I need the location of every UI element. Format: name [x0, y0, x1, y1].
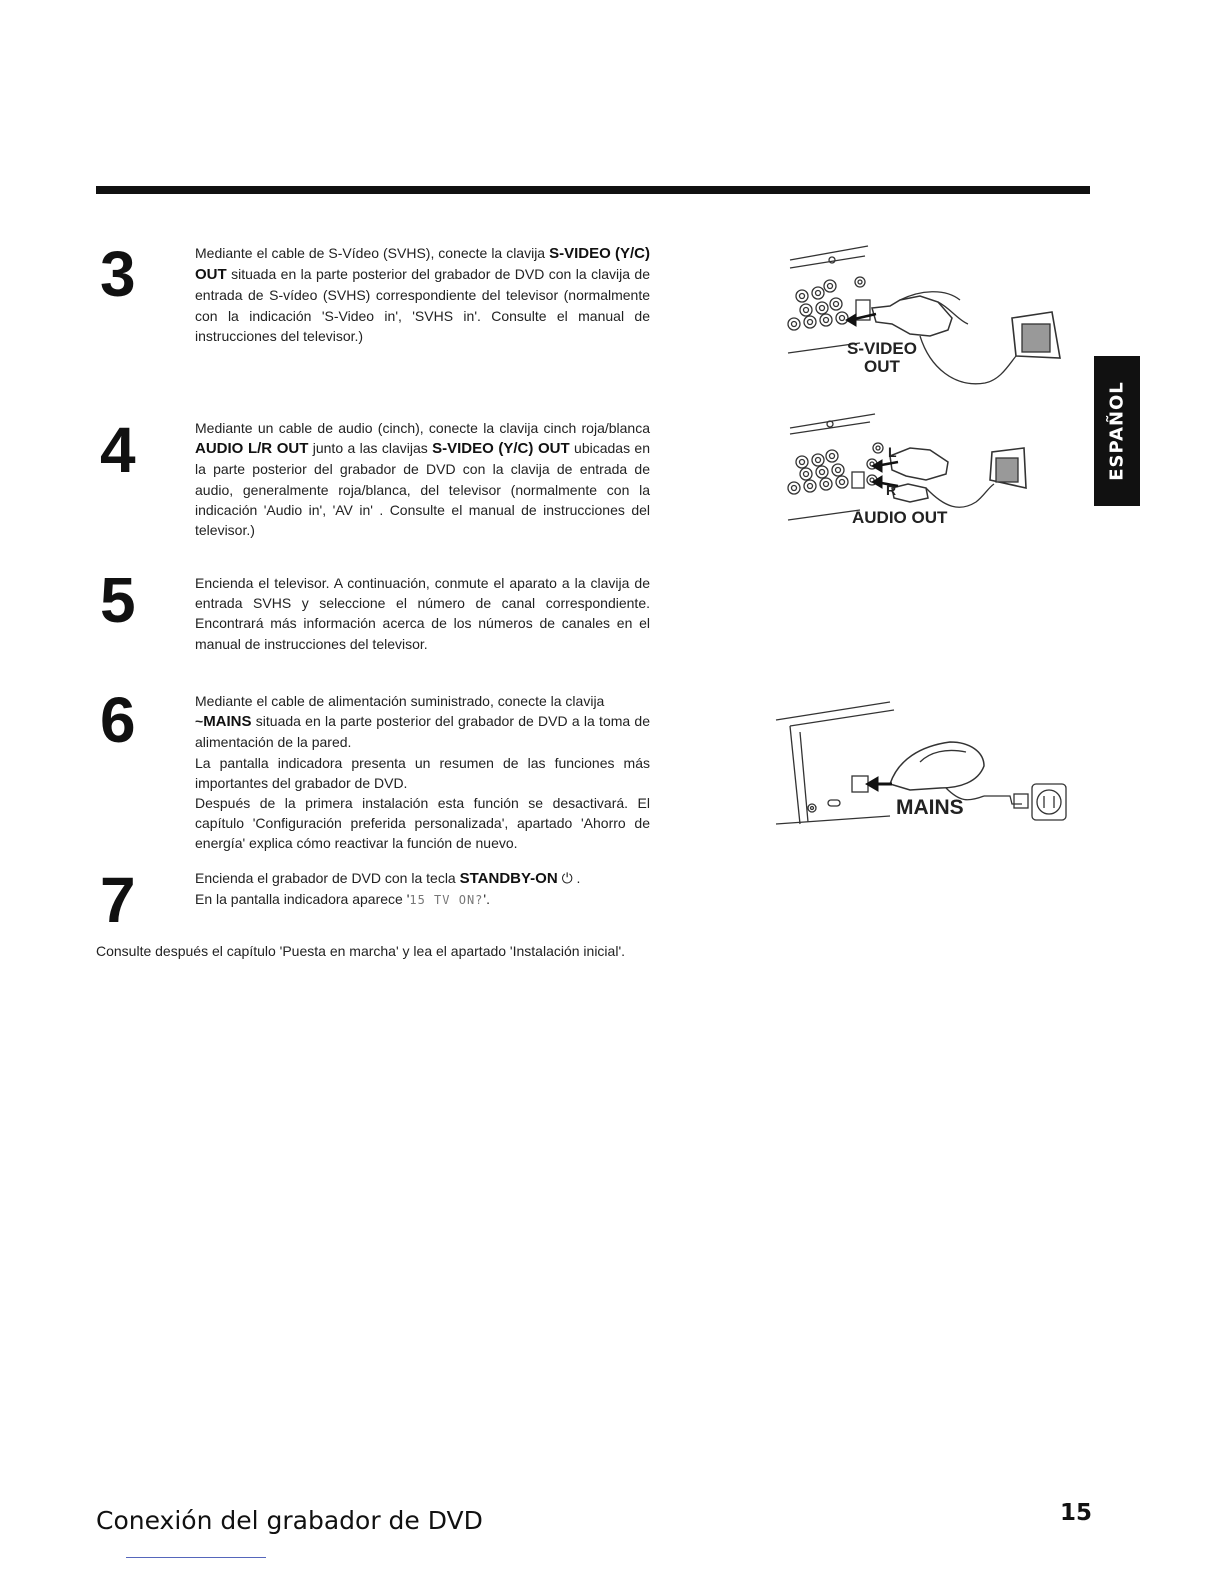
- step-6-paragraph-2: La pantalla indicadora presenta un resumen de las funciones más importantes del grabador de DVD.: [195, 754, 650, 791]
- language-tab-label: ESPAÑOL: [1106, 381, 1128, 481]
- step-number-4: 4: [100, 414, 136, 486]
- step-5-text: Encienda el televisor. A continuación, conmute el aparato a la clavija de entrada SVHS y seleccione el número de canal correspondiente. Encontrará más información acerca de los números de canales en el manual de instrucciones del televisor.: [195, 575, 650, 652]
- step-6-paragraph-3: Después de la primera instalación esta función se desactivará. El capítulo 'Configuración preferida personalizada', apartado 'Ahorro de energía' explica cómo reactivar la función de nuevo.: [195, 795, 650, 852]
- step-7-text-d: '.: [483, 891, 490, 908]
- step-text-7: [195, 868, 650, 910]
- step-4-bold-audio: AUDIO L/R OUT: [195, 440, 309, 458]
- step-6-bold-mains: MAINS: [203, 713, 252, 731]
- step-4-text-c: ubicadas en la parte posterior del grabador de DVD con la clavija de entrada de audio, generalmente roja/blanca, del televisor (normalmente con la indicación 'Audio in', 'AV in' . Consulte el manual de instrucciones del televisor.): [195, 440, 650, 539]
- audio-left-label: L: [888, 444, 897, 460]
- step-4-bold-svideo: S-VIDEO (Y/C) OUT: [432, 440, 570, 458]
- step-text-4: [195, 418, 650, 540]
- step-7-bold-standby: STANDBY-ON: [459, 870, 558, 887]
- step-4-text-a: Mediante un cable de audio (cinch), conecte la clavija cinch roja/blanca: [195, 420, 650, 436]
- mains-tilde-icon: ~: [195, 713, 204, 730]
- step-6-text-b: situada en la parte posterior del grabador de DVD a la toma de alimentación de la pared.: [195, 713, 650, 751]
- step-3-text-a: Mediante el cable de S-Vídeo (SVHS), conecte la clavija: [195, 245, 550, 261]
- footer-rule: [126, 1557, 266, 1558]
- mains-connection-illustration: [770, 692, 1070, 832]
- language-tab: [1094, 356, 1140, 506]
- mains-label: MAINS: [896, 796, 964, 819]
- step-7-text-b: .: [572, 870, 581, 886]
- audio-right-label: R: [886, 482, 897, 498]
- step-number-3: 3: [100, 238, 136, 310]
- step-number-7: 7: [100, 864, 136, 936]
- audio-connection-illustration: [780, 408, 1080, 538]
- step-text-3: [195, 243, 650, 346]
- step-text-6: [195, 691, 650, 854]
- step-7-text-a: Encienda el grabador de DVD con la tecla: [195, 870, 460, 886]
- footer-chapter-title: Conexión del grabador de DVD: [96, 1506, 483, 1535]
- audio-out-label: AUDIO OUT: [852, 508, 948, 527]
- lcd-display-text: 15 TV ON?: [409, 893, 484, 908]
- svideo-label-line1: S-VIDEO: [847, 339, 917, 358]
- svideo-connection-illustration: [780, 238, 1080, 398]
- step-4-text-b: junto a las clavijas: [308, 440, 433, 457]
- step-3-text-b: situada en la parte posterior del grabador de DVD con la clavija de entrada de S-vídeo (SVHS) correspondiente del televisor (normalmente con la indicación 'S-Video in', 'SVHS in'. Consulte el manual de instrucciones del televisor.): [195, 266, 650, 344]
- svideo-label-line2: OUT: [864, 357, 900, 376]
- step-number-6: 6: [100, 684, 136, 756]
- step-text-5: [195, 573, 650, 654]
- page-number: 15: [1060, 1500, 1093, 1526]
- step-7-text-c: En la pantalla indicadora aparece ': [195, 891, 410, 908]
- top-rule: [96, 186, 1090, 194]
- step-3-bold-svideo: S-VIDEO (Y/C) OUT: [195, 245, 651, 284]
- power-icon: ⏻: [561, 870, 573, 886]
- closing-note: Consulte después el capítulo 'Puesta en marcha' y lea el apartado 'Instalación inicial'.: [96, 943, 626, 959]
- step-number-5: 5: [100, 564, 136, 636]
- step-6-text-a: Mediante el cable de alimentación suministrado, conecte la clavija: [195, 693, 605, 709]
